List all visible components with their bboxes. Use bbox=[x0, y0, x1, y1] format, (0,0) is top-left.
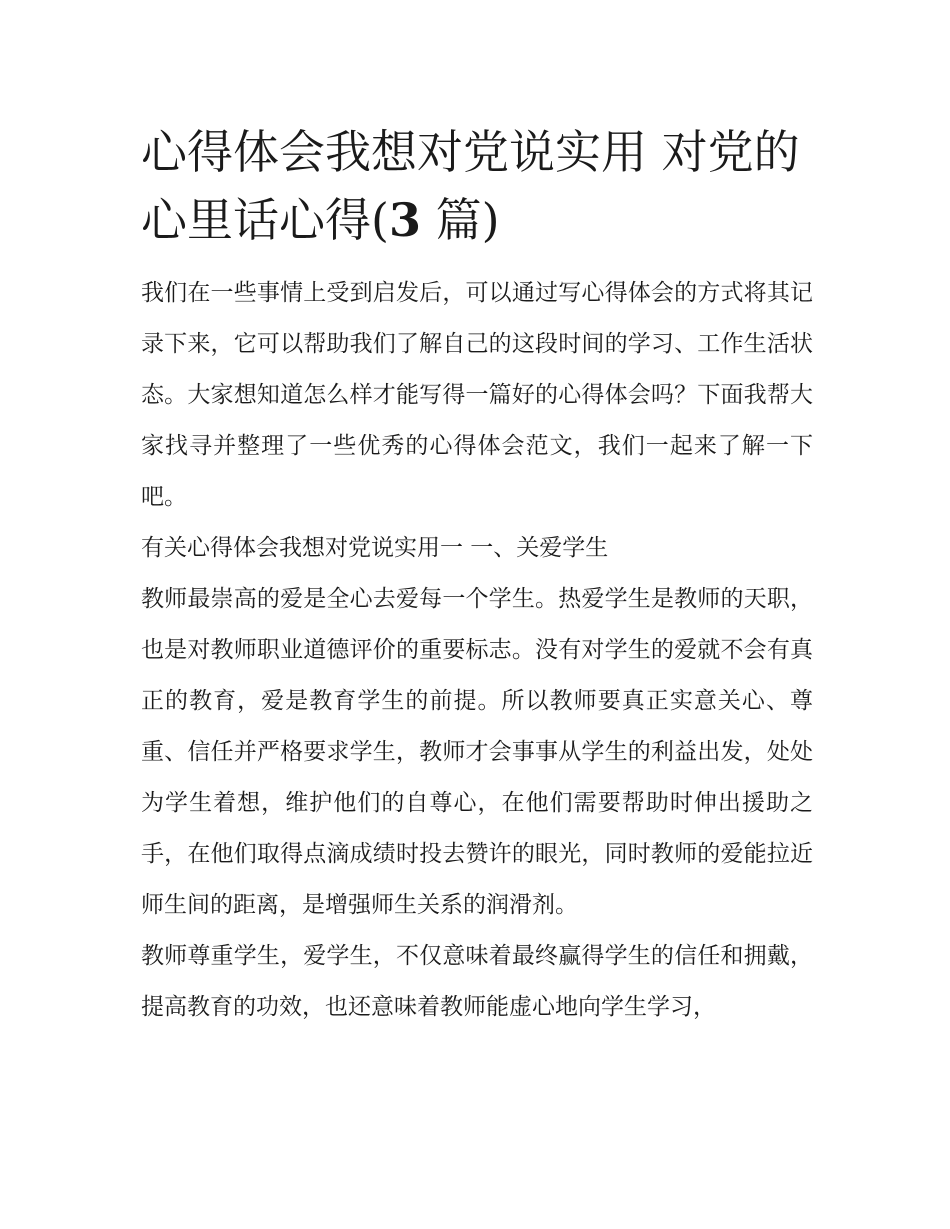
intro-paragraph: 我们在一些事情上受到启发后，可以通过写心得体会的方式将其记录下来，它可以帮助我们了解自己的这段时间的学习、工作生活状态。大家想知道怎么样才能写得一篇好的心得体会吗？下面我帮大家找寻并整理了一些优秀的心得体会范文，我们一起来了解一下吧。 bbox=[141, 280, 813, 510]
title-count: 3 bbox=[388, 193, 421, 247]
section-heading: 有关心得体会我想对党说实用一 一、关爱学生 bbox=[141, 535, 609, 561]
document-body bbox=[141, 268, 813, 1033]
body-paragraph: 教师最崇高的爱是全心去爱每一个学生。热爱学生是教师的天职，也是对教师职业道德评价的重要标志。没有对学生的爱就不会有真正的教育，爱是教育学生的前提。所以教师要真正实意关心、尊重、信任并严格要求学生，教师才会事事从学生的利益出发，处处为学生着想，维护他们的自尊心，在他们需要帮助时伸出援助之手，在他们取得点滴成绩时投去赞许的眼光，同时教师的爱能拉近师生间的距离，是增强师生关系的润滑剂。 bbox=[141, 586, 813, 918]
title-text-part1: 心得体会我想对党说实用 对党的心里话心得( bbox=[141, 125, 800, 247]
body-paragraph: 教师尊重学生，爱学生，不仅意味着最终赢得学生的信任和拥戴，提高教育的功效，也还意味着教师能虚心地向学生学习， bbox=[141, 943, 813, 1020]
document-title bbox=[141, 118, 813, 254]
document-page bbox=[141, 118, 813, 1033]
title-text-part2: 篇) bbox=[420, 193, 500, 247]
